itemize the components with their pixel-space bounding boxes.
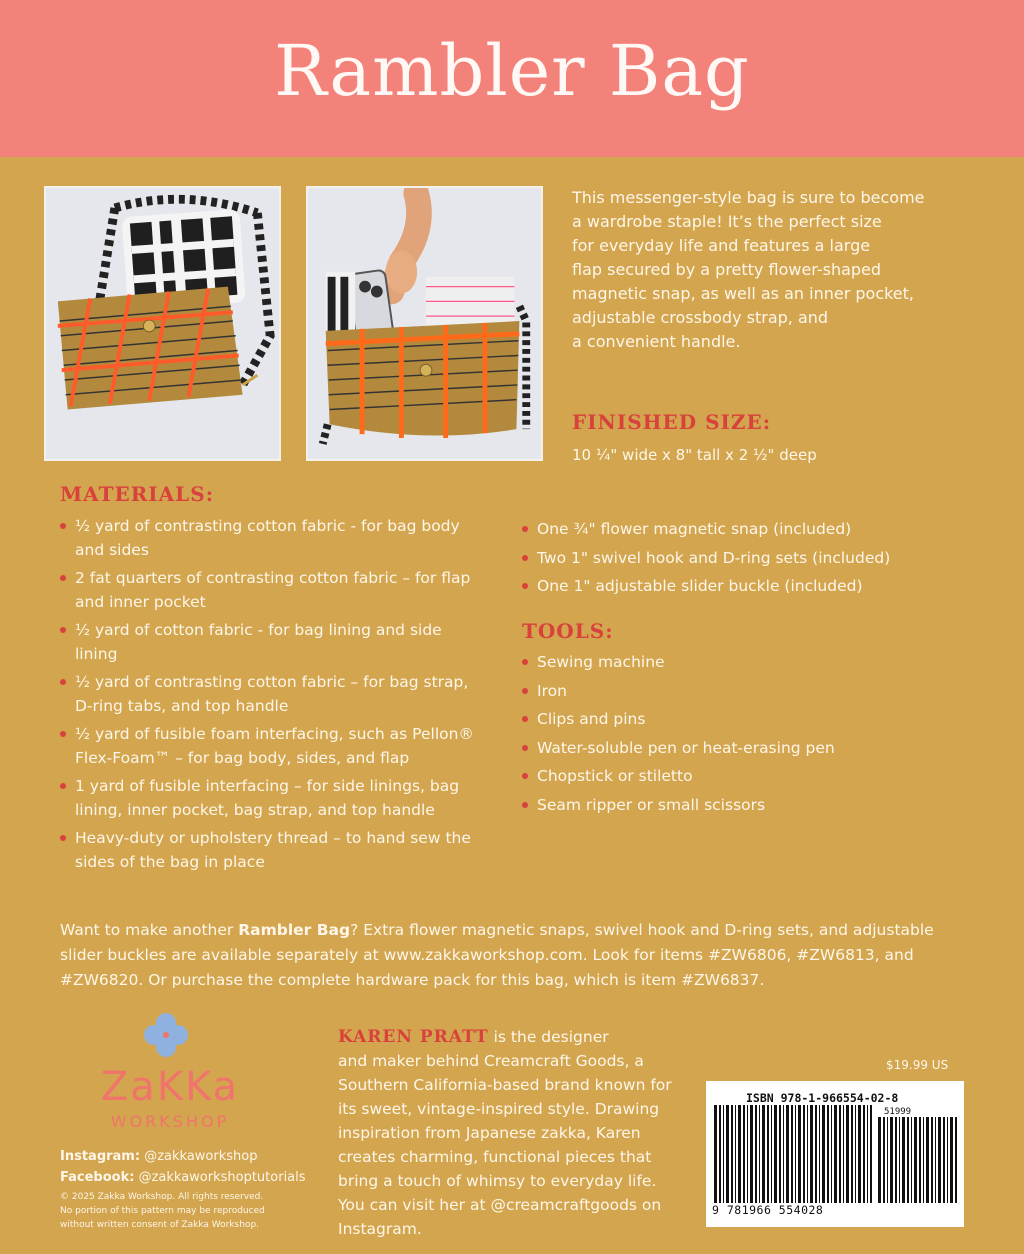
list-item-line: ½ yard of fusible foam interfacing, such as Pellon® — [75, 725, 474, 743]
facebook-handle: @zakkaworkshoptutorials — [134, 1170, 306, 1185]
barcode-bar — [786, 1105, 789, 1203]
barcode-bar — [714, 1105, 717, 1203]
barcode-bar — [911, 1117, 912, 1203]
bio-line: and maker behind Creamcraft Goods, a — [338, 1052, 644, 1070]
barcode-bar — [855, 1105, 856, 1203]
barcode-bar — [914, 1117, 917, 1203]
barcode-bar — [803, 1105, 805, 1203]
barcode-bar — [755, 1105, 757, 1203]
barcode-bar — [791, 1105, 793, 1203]
flower-icon — [143, 1012, 189, 1058]
barcode-bar — [834, 1105, 837, 1203]
barcode-bar — [843, 1105, 844, 1203]
list-item-line: Clips and pins — [537, 710, 646, 728]
instagram-handle: @zakkaworkshop — [140, 1149, 258, 1164]
list-item-line: ½ yard of contrasting cotton fabric - for bag body — [75, 517, 460, 535]
barcode-bar — [887, 1117, 888, 1203]
barcode-bar — [774, 1105, 777, 1203]
price-label: $19.99 US — [886, 1058, 949, 1072]
list-item — [60, 566, 510, 614]
barcode-bar — [943, 1117, 945, 1203]
barcode-bar — [783, 1105, 784, 1203]
barcode-bar — [902, 1117, 905, 1203]
list-item-line: Chopstick or stiletto — [537, 767, 693, 785]
instagram-line — [60, 1146, 306, 1167]
bio-line — [338, 1025, 698, 1049]
barcode-bar — [867, 1105, 868, 1203]
bio-line: its sweet, vintage-inspired style. Drawing — [338, 1100, 660, 1118]
list-item — [522, 793, 942, 817]
list-item — [522, 574, 942, 598]
list-item-line: Two 1" swivel hook and D-ring sets (included) — [537, 548, 891, 567]
promo-line: slider buckles are available separately at www.zakkaworkshop.com. Look for items #ZW6806, #ZW6813, and — [60, 946, 914, 964]
tools-list — [522, 650, 942, 821]
barcode-bar — [870, 1105, 872, 1203]
barcode-bar — [883, 1117, 885, 1203]
barcode-bar — [851, 1105, 853, 1203]
facebook-label: Facebook: — [60, 1170, 135, 1185]
list-item-line: Iron — [537, 681, 567, 700]
barcode-bar — [858, 1105, 861, 1203]
barcode-bar — [878, 1117, 881, 1203]
materials-list-hardware — [522, 517, 942, 603]
barcode-bar — [798, 1105, 801, 1203]
finished-size-heading: FINISHED SIZE: — [572, 410, 772, 434]
list-item-line: Heavy-duty or upholstery thread – to hand sew the — [75, 829, 471, 847]
barcode-bar — [735, 1105, 736, 1203]
barcode-bar — [839, 1105, 841, 1203]
barcode-bar — [827, 1105, 829, 1203]
barcode-bar — [807, 1105, 808, 1203]
intro-line: flap secured by a pretty flower-shaped — [572, 260, 882, 279]
intro-line: magnetic snap, as well as an inner pocket, — [572, 284, 915, 303]
barcode-bar — [907, 1117, 909, 1203]
logo-wordmark: ZaKKa — [100, 1064, 240, 1110]
barcode-bar — [771, 1105, 772, 1203]
barcode-bar — [919, 1117, 921, 1203]
barcode-bar — [955, 1117, 957, 1203]
list-item — [522, 707, 942, 731]
bio-line: Southern California-based brand known for — [338, 1076, 672, 1094]
page-title: Rambler Bag — [274, 30, 750, 112]
promo-line — [60, 918, 980, 943]
barcode-bar — [750, 1105, 753, 1203]
list-item-line: and inner pocket — [75, 593, 206, 611]
finished-size-text: 10 ¼" wide x 8" tall x 2 ½" deep — [572, 446, 817, 464]
zakka-workshop-logo — [80, 1012, 260, 1137]
tools-heading: TOOLS: — [522, 619, 614, 643]
barcode-bar — [895, 1117, 897, 1203]
bag-phone-illustration — [308, 188, 541, 459]
title-banner — [0, 0, 1024, 157]
list-item-line: D-ring tabs, and top handle — [75, 697, 289, 715]
intro-line: for everyday life and features a large — [572, 236, 871, 255]
list-item-line: 2 fat quarters of contrasting cotton fabric – for flap — [75, 569, 471, 587]
list-item-line: lining — [75, 645, 118, 663]
barcode-bar — [815, 1105, 817, 1203]
list-item-line: and sides — [75, 541, 149, 559]
intro-line: a wardrobe staple! It’s the perfect size — [572, 212, 882, 231]
barcode-digits: 9 781966 554028 — [712, 1203, 824, 1217]
barcode-bar — [762, 1105, 765, 1203]
barcode-bar — [738, 1105, 741, 1203]
promo-line: #ZW6820. Or purchase the complete hardware pack for this bag, which is item #ZW6837. — [60, 971, 765, 989]
barcode-bar — [926, 1117, 929, 1203]
materials-list — [60, 514, 510, 878]
list-item — [60, 514, 510, 562]
bag-open-flap-illustration — [46, 188, 279, 459]
hardware-promo — [60, 918, 980, 993]
list-item-line: ½ yard of cotton fabric - for bag lining and side — [75, 621, 442, 639]
barcode-bar — [822, 1105, 825, 1203]
barcode-bar — [950, 1117, 953, 1203]
materials-heading: MATERIALS: — [60, 482, 215, 506]
barcode-bar — [831, 1105, 832, 1203]
list-item — [60, 670, 510, 718]
barcode-bar — [947, 1117, 948, 1203]
barcode-bar — [795, 1105, 796, 1203]
barcode-bar — [863, 1105, 865, 1203]
list-item-line: lining, inner pocket, bag strap, and top handle — [75, 801, 435, 819]
barcode-bar — [719, 1105, 721, 1203]
list-item-line: One ¾" flower magnetic snap (included) — [537, 520, 852, 538]
logo-subtitle: WORKSHOP — [110, 1112, 230, 1131]
list-item-line: 1 yard of fusible interfacing – for side linings, bag — [75, 777, 460, 795]
list-item-line: ½ yard of contrasting cotton fabric – for bag strap, — [75, 673, 469, 691]
barcode-bar — [726, 1105, 729, 1203]
barcode-bar — [846, 1105, 849, 1203]
barcode-bar — [938, 1117, 941, 1203]
list-item — [60, 774, 510, 822]
barcode-bar — [723, 1105, 724, 1203]
copyright-line: No portion of this pattern may be reproduced — [60, 1206, 265, 1216]
promo-product-name: Rambler Bag — [238, 921, 351, 939]
bio-line: bring a touch of whimsy to everyday life. — [338, 1172, 657, 1190]
barcode-bar — [767, 1105, 769, 1203]
bio-line: creates charming, functional pieces that — [338, 1148, 652, 1166]
list-item — [60, 618, 510, 666]
barcode-bar — [931, 1117, 933, 1203]
isbn-barcode — [706, 1081, 964, 1227]
barcode-bar — [743, 1105, 745, 1203]
bag-photo-open-flap — [44, 186, 281, 461]
barcode-bar — [935, 1117, 936, 1203]
list-item — [522, 650, 942, 674]
barcode-bar — [759, 1105, 760, 1203]
list-item-line: Flex-Foam™ – for bag body, sides, and flap — [75, 749, 410, 767]
promo-text: ? Extra flower magnetic snaps, swivel hook and D-ring sets, and adjustable — [350, 921, 934, 939]
designer-bio — [338, 1025, 698, 1241]
list-item-line: Water-soluble pen or heat-erasing pen — [537, 738, 835, 757]
intro-description — [572, 186, 992, 354]
list-item — [522, 764, 942, 788]
designer-name: KAREN PRATT — [338, 1027, 489, 1047]
copyright-notice — [60, 1190, 265, 1232]
facebook-line — [60, 1167, 306, 1188]
bio-line: inspiration from Japanese zakka, Karen — [338, 1124, 641, 1142]
list-item — [522, 517, 942, 541]
list-item-line: sides of the bag in place — [75, 853, 265, 871]
intro-line: a convenient handle. — [572, 332, 741, 351]
intro-line: adjustable crossbody strap, and — [572, 308, 829, 327]
barcode-bars-main — [714, 1105, 872, 1203]
barcode-bar — [899, 1117, 900, 1203]
barcode-bars-addon — [878, 1117, 958, 1203]
list-item — [522, 546, 942, 570]
barcode-bar — [923, 1117, 924, 1203]
barcode-bar — [890, 1117, 893, 1203]
barcode-bar — [731, 1105, 733, 1203]
bio-line: Instagram. — [338, 1220, 422, 1238]
list-item-line: Seam ripper or small scissors — [537, 795, 766, 814]
bio-text: is the designer — [488, 1028, 609, 1046]
copyright-line: without written consent of Zakka Workshop. — [60, 1220, 260, 1230]
intro-line: This messenger-style bag is sure to become — [572, 188, 925, 207]
list-item-line: Sewing machine — [537, 653, 665, 671]
barcode-price-code: 51999 — [884, 1107, 912, 1117]
barcode-bar — [819, 1105, 820, 1203]
barcode-bar — [810, 1105, 813, 1203]
barcode-bar — [779, 1105, 781, 1203]
copyright-line: © 2025 Zakka Workshop. All rights reserved. — [60, 1192, 264, 1202]
promo-text: Want to make another — [60, 921, 239, 939]
list-item — [522, 736, 942, 760]
social-links — [60, 1146, 306, 1188]
instagram-label: Instagram: — [60, 1149, 141, 1164]
isbn-number: ISBN 978-1-966554-02-8 — [746, 1091, 899, 1105]
list-item — [522, 679, 942, 703]
bio-line: You can visit her at @creamcraftgoods on — [338, 1196, 662, 1214]
list-item — [60, 722, 510, 770]
list-item — [60, 826, 510, 874]
barcode-bar — [747, 1105, 748, 1203]
list-item-line: One 1" adjustable slider buckle (included) — [537, 577, 863, 595]
bag-photo-phone-pocket — [306, 186, 543, 461]
